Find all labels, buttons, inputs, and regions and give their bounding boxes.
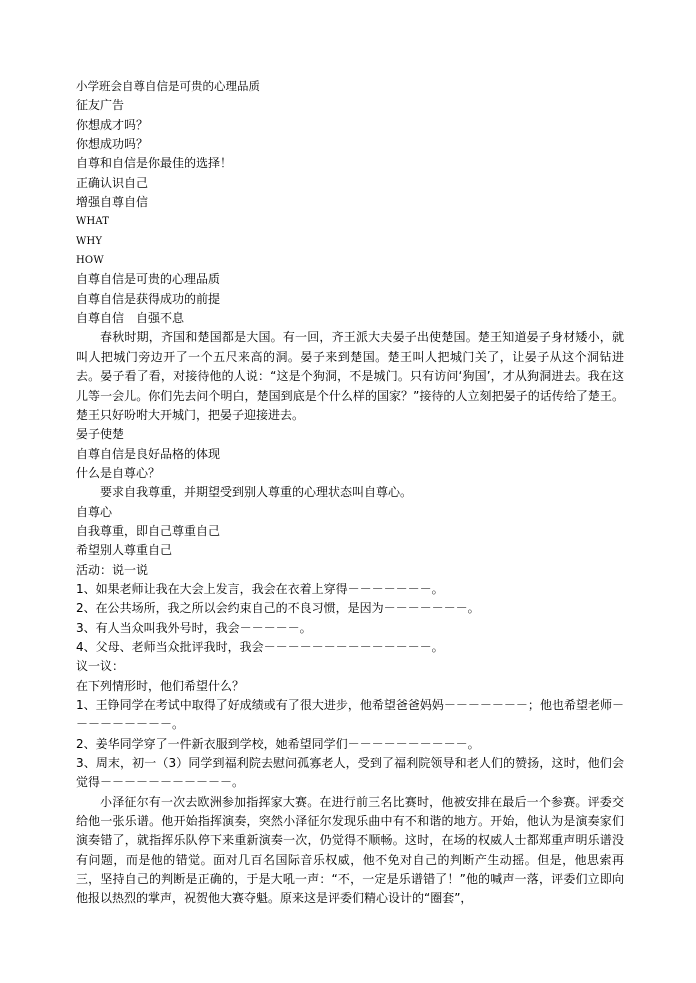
section-heading: 自尊自信是良好品格的体现 bbox=[76, 446, 221, 461]
activity-item: 3、有人当众叫我外号时，我会－－－－－。 bbox=[76, 620, 312, 635]
discussion-prompt: 在下列情形时，他们希望什么？ bbox=[76, 678, 245, 693]
story-paragraph-yanzi: 春秋时期，齐国和楚国都是大国。有一回，齐王派大夫晏子出使楚国。楚王知道晏子身材矮小，就叫人把城门旁边开了一个五尺来高的洞。晏子来到楚国。楚王叫人把城门关了，让晏子从这个洞钻进去。晏子看了看，对接待他的人说：“这是个狗洞，不是城门。只有访问‘狗国’，才从狗洞进去。我在这儿等一会儿。你们先去问个明白，楚国到底是个什么样的国家？”接待的人立刻把晏子的话传给了楚王。楚王只好吩咐大开城门，把晏子迎接进去。 bbox=[76, 330, 624, 422]
discussion-title: 议一议： bbox=[76, 659, 125, 674]
activity-item: 4、父母、老师当众批评我时，我会－－－－－－－－－－－－－－。 bbox=[76, 639, 444, 654]
question-line: 什么是自尊心？ bbox=[76, 465, 161, 480]
discussion-item: 1、王铮同学在考试中取得了好成绩或有了很大进步，他希望爸爸妈妈－－－－－－－；他也希望老师－－－－－－－－－。 bbox=[76, 698, 624, 732]
definition-paragraph: 要求自我尊重，并期望受到别人尊重的心理状态叫自尊心。 bbox=[100, 485, 413, 500]
text-line-want-talent: 你想成才吗？ bbox=[76, 117, 149, 132]
activity-item: 1、如果老师让我在大会上发言，我会在衣着上穿得－－－－－－－。 bbox=[76, 581, 444, 596]
text-line-how: HOW bbox=[76, 255, 104, 267]
section-heading: 晏子使楚 bbox=[76, 427, 125, 442]
text-line-best-choice: 自尊和自信是你最佳的选择！ bbox=[76, 156, 233, 171]
story-paragraph-ozawa: 小泽征尔有一次去欧洲参加指挥家大赛。在进行前三名比赛时，他被安排在最后一个参赛。评委交给他一张乐谱。他开始指挥演奏，突然小泽征尔发现乐曲中有不和谐的地方。开始，他认为是演奏家们演奏错了，就指挥乐队停下来重新演奏一次，仍觉得不顺畅。这时，在场的权威人士都郑重声明乐谱没有问题，而是他的错觉。面对几百名国际音乐权威，他不免对自己的判断产生动摇。但是，他思索再三，坚持自己的判断是正确的，于是大吼一声：“不，一定是乐谱错了！”他的喊声一落，评委们立即向他报以热烈的掌声，祝贺他大赛夺魁。原来这是评委们精心设计的“圈套”， bbox=[76, 794, 624, 906]
text-line-why: WHY bbox=[76, 235, 103, 247]
section-heading: 自尊心 bbox=[76, 504, 113, 519]
text-line-enhance-confidence: 增强自尊自信 bbox=[76, 195, 149, 210]
discussion-item: 3、周末，初一（3）同学到福利院去慰问孤寡老人，受到了福利院领导和老人们的赞扬，这时，他们会觉得－－－－－－－－－－－。 bbox=[76, 756, 624, 790]
document-page bbox=[76, 77, 624, 909]
section-heading: 自尊自信是可贵的心理品质 bbox=[76, 272, 221, 287]
document-title: 小学班会自尊自信是可贵的心理品质 bbox=[76, 79, 260, 93]
activity-title: 活动：说一说 bbox=[76, 562, 149, 577]
section-heading: 自尊自信 自强不息 bbox=[76, 311, 185, 326]
text-line-know-self: 正确认识自己 bbox=[76, 175, 149, 190]
text-line-recruit-ad: 征友广告 bbox=[76, 98, 125, 113]
section-heading: 自我尊重，即自己尊重自己 bbox=[76, 523, 221, 538]
discussion-item: 2、姜华同学穿了一件新衣服到学校，她希望同学们－－－－－－－－－－。 bbox=[76, 736, 480, 751]
text-line-want-success: 你想成功吗？ bbox=[76, 137, 149, 152]
section-heading: 自尊自信是获得成功的前提 bbox=[76, 291, 221, 306]
section-heading: 希望别人尊重自己 bbox=[76, 543, 173, 558]
activity-item: 2、在公共场所，我之所以会约束自己的不良习惯，是因为－－－－－－－。 bbox=[76, 601, 480, 616]
text-line-what: WHAT bbox=[76, 216, 110, 228]
